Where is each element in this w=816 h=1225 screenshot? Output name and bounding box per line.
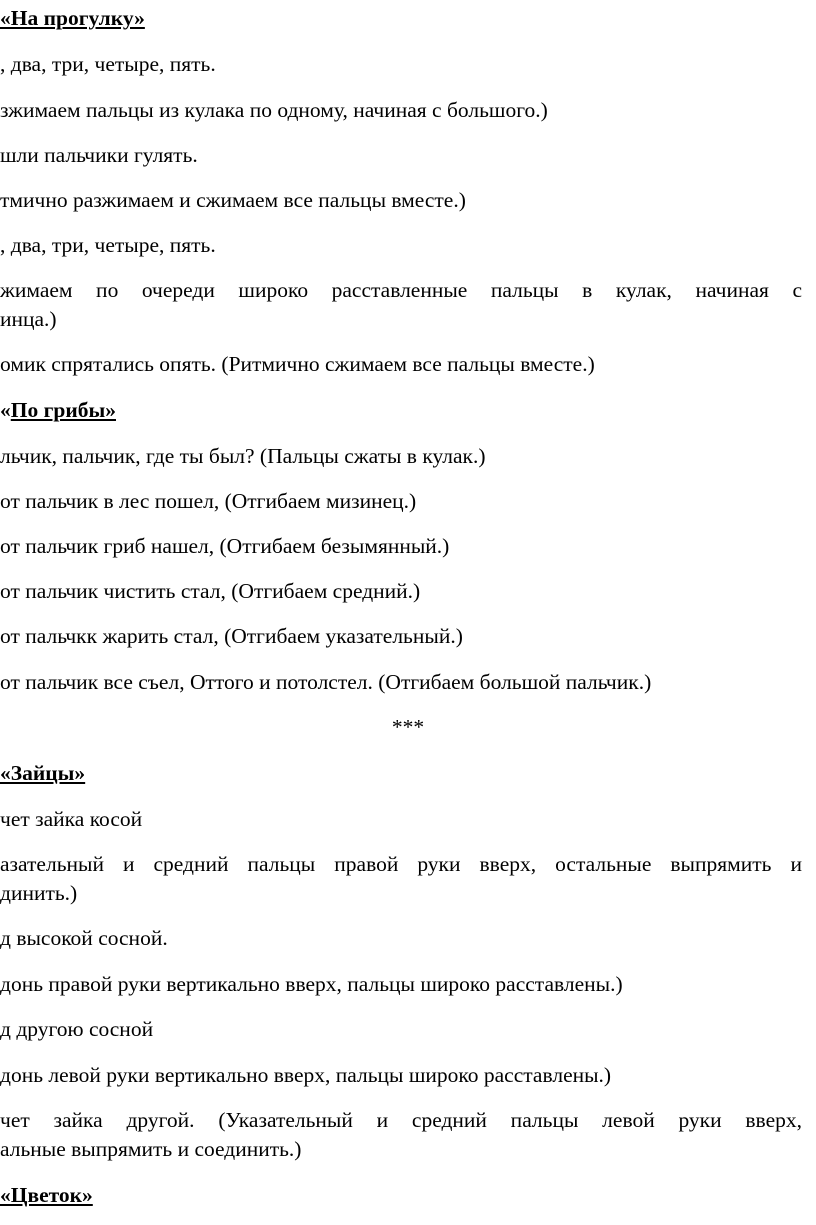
text-line: д высокой сосной. — [0, 926, 168, 950]
text-line: , два, три, четыре, пять. — [0, 233, 216, 257]
heading-na-progulku: «На прогулку» — [0, 6, 145, 30]
text-line: жимаем по очереди широко расставленные пальцы в кулак, начиная с — [0, 278, 802, 302]
text-line: от пальчик в лес пошел, (Отгибаем мизинец.) — [0, 489, 417, 513]
heading-quote: « — [0, 398, 11, 422]
heading-zaitsy: «Зайцы» — [0, 761, 86, 785]
text-line: шли пальчики гулять. — [0, 143, 198, 167]
text-line: от пальчик гриб нашел, (Отгибаем безымянный.) — [0, 534, 450, 558]
text-line: донь левой руки вертикально вверх, пальцы широко расставлены.) — [0, 1063, 612, 1087]
text-line: омик спрятались опять. (Ритмично сжимаем все пальцы вместе.) — [0, 352, 595, 376]
text-line: от пальчкк жарить стал, (Отгибаем указательный.) — [0, 624, 463, 648]
text-line: льчик, пальчик, где ты был? (Пальцы сжаты в кулак.) — [0, 444, 486, 468]
text-line: динить.) — [0, 881, 78, 905]
text-line: чет зайка другой. (Указательный и средний пальцы левой руки вверх, — [0, 1108, 802, 1132]
heading-po-griby-text: По грибы» — [10, 398, 116, 422]
text-line: от пальчик все съел, Оттого и потолстел. (Отгибаем большой пальчик.) — [0, 670, 652, 694]
text-line: , два, три, четыре, пять. — [0, 52, 216, 76]
text-line: альные выпрямить и соединить.) — [0, 1137, 302, 1161]
text-line: инца.) — [0, 307, 57, 331]
heading-po-griby — [0, 398, 802, 422]
text-line: донь правой руки вертикально вверх, пальцы широко расставлены.) — [0, 972, 623, 996]
text-line: азательный и средний пальцы правой руки вверх, остальные выпрямить и — [0, 852, 802, 876]
text-line: д другою сосной — [0, 1017, 154, 1041]
section-separator: *** — [391, 715, 425, 739]
text-line: от пальчик чистить стал, (Отгибаем средний.) — [0, 579, 421, 603]
text-line: тмично разжимаем и сжимаем все пальцы вместе.) — [0, 188, 466, 212]
heading-tsvetok: «Цветок» — [0, 1183, 93, 1207]
text-line: чет зайка косой — [0, 807, 143, 831]
text-line: зжимаем пальцы из кулака по одному, начиная с большого.) — [0, 98, 548, 122]
